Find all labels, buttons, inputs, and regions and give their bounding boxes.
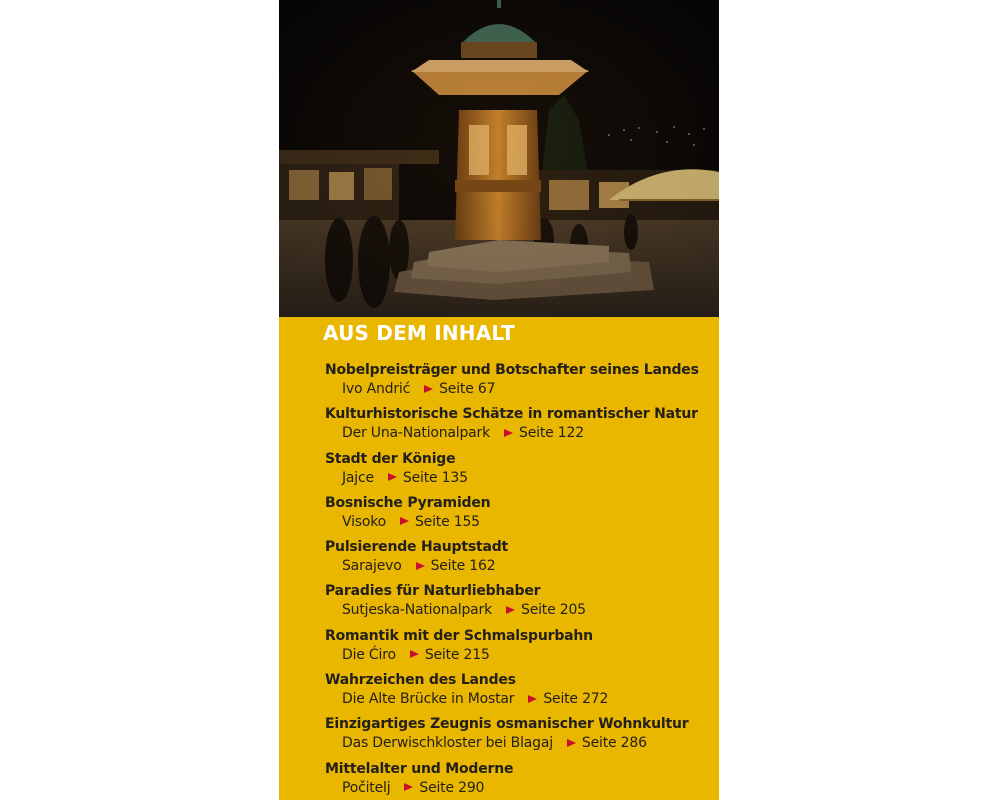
entry-reference xyxy=(325,513,715,532)
contents-heading: AUS DEM INHALT xyxy=(323,321,515,345)
entry-title: Wahrzeichen des Landes xyxy=(325,672,516,689)
entry-title: Einzigartiges Zeugnis osmanischer Wohnkultur xyxy=(325,716,689,733)
entry-title: Bosnische Pyramiden xyxy=(325,494,491,511)
contents-entry xyxy=(325,405,715,449)
entry-reference xyxy=(325,690,715,709)
contents-entry xyxy=(325,760,715,800)
entry-reference xyxy=(325,380,715,399)
red-triangle-arrow-icon xyxy=(424,385,433,393)
entry-page-number: Seite 286 xyxy=(581,735,647,752)
entry-page-number: Seite 122 xyxy=(519,425,584,442)
entry-title: Paradies für Naturliebhaber xyxy=(325,583,541,600)
contents-entry xyxy=(325,627,715,671)
entry-subject: Der Una-Nationalpark xyxy=(342,425,491,442)
entry-reference xyxy=(325,469,715,488)
entry-page-number: Seite 155 xyxy=(415,513,480,530)
contents-entry xyxy=(325,361,715,405)
contents-entry xyxy=(325,582,715,626)
entry-title: Romantik mit der Schmalspurbahn xyxy=(325,627,593,644)
entry-page-number: Seite 215 xyxy=(424,646,490,663)
entry-title: Kulturhistorische Schätze in romantischer Natur xyxy=(325,406,698,423)
contents-entry xyxy=(325,450,715,494)
red-triangle-arrow-icon xyxy=(504,429,513,437)
contents-entry xyxy=(325,715,715,759)
entry-subject: Sarajevo xyxy=(342,558,402,575)
entry-reference xyxy=(325,424,715,443)
contents-panel xyxy=(279,317,719,800)
entry-title: Nobelpreisträger und Botschafter seines Landes xyxy=(325,362,699,378)
entry-page-number: Seite 272 xyxy=(543,691,609,708)
red-triangle-arrow-icon xyxy=(528,695,537,703)
entry-title: Stadt der Könige xyxy=(325,450,456,467)
book-page xyxy=(279,0,719,800)
red-triangle-arrow-icon xyxy=(404,783,413,791)
entry-page-number: Seite 205 xyxy=(521,602,586,619)
entry-subject: Das Derwischkloster bei Blagaj xyxy=(342,735,553,752)
entry-title: Mittelalter und Moderne xyxy=(325,760,514,777)
entry-reference xyxy=(325,601,715,620)
red-triangle-arrow-icon xyxy=(410,650,419,658)
entry-page-number: Seite 135 xyxy=(402,469,468,486)
red-triangle-arrow-icon xyxy=(416,562,425,570)
entry-page-number: Seite 162 xyxy=(430,558,496,575)
entry-subject: Počitelj xyxy=(342,779,391,796)
cover-photo xyxy=(279,0,719,317)
contents-list xyxy=(325,361,715,800)
entry-subject: Sutjeska-Nationalpark xyxy=(342,602,493,619)
entry-subject: Die Ćiro xyxy=(342,646,396,663)
red-triangle-arrow-icon xyxy=(400,517,409,525)
entry-reference xyxy=(325,734,715,753)
entry-subject: Die Alte Brücke in Mostar xyxy=(342,691,515,708)
entry-reference xyxy=(325,557,715,576)
contents-entry xyxy=(325,494,715,538)
entry-subject: Ivo Andrić xyxy=(342,381,411,397)
entry-reference xyxy=(325,779,715,798)
entry-reference xyxy=(325,646,715,665)
contents-entry xyxy=(325,671,715,715)
red-triangle-arrow-icon xyxy=(506,606,515,614)
entry-page-number: Seite 290 xyxy=(419,779,485,796)
entry-subject: Jajce xyxy=(342,469,374,486)
entry-title: Pulsierende Hauptstadt xyxy=(325,539,509,556)
red-triangle-arrow-icon xyxy=(567,739,576,747)
entry-subject: Visoko xyxy=(342,513,386,530)
entry-page-number: Seite 67 xyxy=(439,381,496,397)
red-triangle-arrow-icon xyxy=(388,473,397,481)
contents-entry xyxy=(325,538,715,582)
